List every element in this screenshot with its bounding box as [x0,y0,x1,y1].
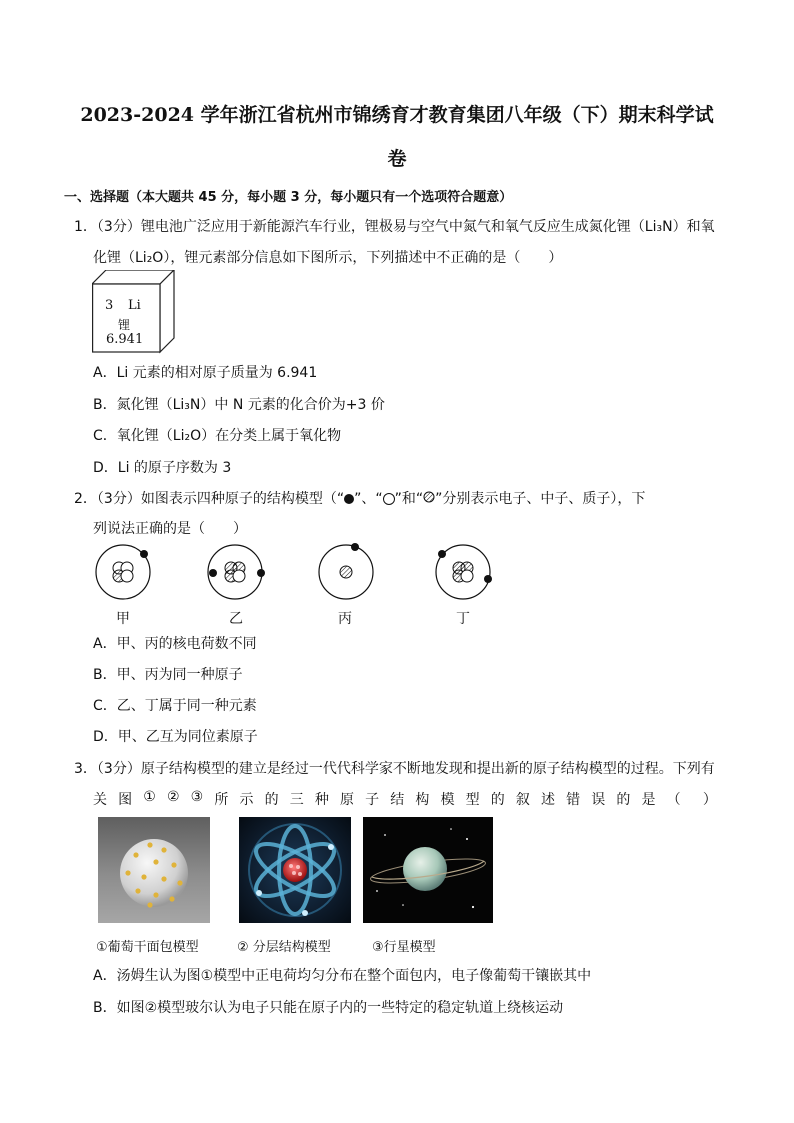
q3-stem-char: ③ [190,789,204,805]
q2-option-b[interactable]: B．甲、丙为同一种原子 [93,667,243,683]
q3-stem-char: 所 [214,792,229,808]
q3-stem-char: 是 [641,792,656,808]
caption-plum-pudding: ①葡萄干面包模型 [96,940,199,955]
atom-bing-model [319,543,373,599]
q3-stem-char: 的 [616,792,631,808]
exam-title-line2: 卷 [387,148,407,170]
q2-option-a[interactable]: A．甲、丙的核电荷数不同 [93,636,257,652]
q3-stem-char: 原 [339,792,354,808]
q3-stem-char: 构 [415,792,430,808]
q1-option-a[interactable]: A．Li 元素的相对原子质量为 6.941 [93,365,318,381]
q1-option-d[interactable]: D．Li 的原子序数为 3 [93,460,232,476]
q3-stem-char: 叙 [515,792,530,808]
q3-stem-char: ① [143,789,156,805]
element-number: 3 [105,298,114,313]
q1-option-c[interactable]: C．氧化锂（Li₂O）在分类上属于氧化物 [93,428,342,444]
element-card [92,270,176,354]
q3-stem-line1: 3．（3分）原子结构模型的建立是经过一代代科学家不断地发现和提出新的原子结构模型的过程。下列有 [74,761,715,777]
atom-yi-model [208,545,265,599]
shell-model-image [239,817,351,923]
electron-symbol-icon [344,494,354,504]
element-name: 锂 [118,318,131,332]
atom-models-figure [90,542,610,617]
q3-stem-char: 错 [566,792,581,808]
caption-planetary-model: ③行星模型 [372,940,436,955]
element-symbol: Li [128,298,141,313]
q3-option-b[interactable]: B．如图②模型玻尔认为电子只能在原子内的一些特定的稳定轨道上绕核运动 [93,1000,564,1016]
q2-option-d[interactable]: D．甲、乙互为同位素原子 [93,729,258,745]
q2-stem-part3: ”和“ [394,491,424,507]
plum-pudding-model-image [98,817,210,923]
q2-stem-line1 [74,488,645,508]
q3-stem-char: 关 [93,792,107,808]
q3-stem-char: ） [702,792,717,808]
atom-label-jia: 甲 [116,611,130,627]
atom-label-yi: 乙 [229,611,243,627]
q3-stem-char: 种 [314,792,329,808]
q2-stem-part2: ”、“ [354,491,383,507]
caption-shell-model: ② 分层结构模型 [237,940,331,955]
proton-symbol-icon [423,491,435,507]
q3-stem-char: 图 [118,792,133,808]
atom-label-bing: 丙 [338,611,352,627]
q2-stem-part4: ”分别表示电子、中子、质子），下 [435,491,646,507]
q3-stem-char: 模 [440,792,455,808]
planetary-model-image [363,817,493,923]
q3-stem-char: 的 [490,792,505,808]
q1-option-b[interactable]: B．氮化锂（Li₃N）中 N 元素的化合价为+3 价 [93,397,385,413]
q3-stem-char: 结 [390,792,405,808]
neutron-symbol-icon [383,493,395,505]
section-heading: 一、选择题（本大题共 45 分，每小题 3 分，每小题只有一个选项符合题意） [64,190,513,205]
q2-stem-part1: 2．（3分）如图表示四种原子的结构模型（“ [74,491,345,507]
q3-stem-char: 示 [239,792,254,808]
element-mass: 6.941 [106,332,144,347]
q3-stem-char: 的 [264,792,279,808]
q3-stem-char: （ [666,792,681,808]
atom-ding-model [436,545,492,599]
q2-option-c[interactable]: C．乙、丁属于同一种元素 [93,698,257,714]
q2-stem-line2: 列说法正确的是（ ） [93,521,247,537]
atom-label-ding: 丁 [456,611,470,627]
q3-stem-line2 [93,789,717,809]
atom-jia-model [96,545,150,599]
q3-stem-char: 子 [365,792,380,808]
q1-stem-line1: 1．（3分）锂电池广泛应用于新能源汽车行业，锂极易与空气中氮气和氧气反应生成氮化锂（Li₃N）和氧 [74,219,715,235]
q3-stem-char: 误 [591,792,606,808]
q3-stem-char: ② [166,789,180,805]
q3-stem-char: 三 [289,792,304,808]
q3-option-a[interactable]: A．汤姆生认为图①模型中正电荷均匀分布在整个面包内，电子像葡萄干镶嵌其中 [93,968,592,984]
exam-title-line1: 2023-2024 学年浙江省杭州市锦绣育才教育集团八年级（下）期末科学试 [80,104,714,126]
q3-stem-char: 述 [540,792,555,808]
q1-stem-line2: 化锂（Li₂O），锂元素部分信息如下图所示，下列描述中不正确的是（ ） [93,250,563,266]
q3-stem-char: 型 [465,792,480,808]
